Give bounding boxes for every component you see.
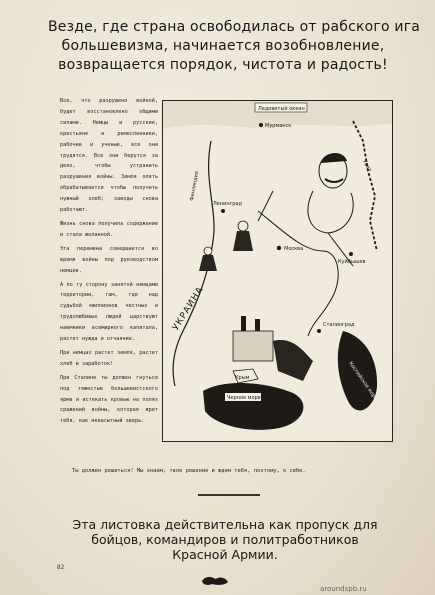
moscow-label: Москва [284,246,304,252]
headline-line-1: Везде, где страна освободилась от рабского ига [48,19,421,35]
ukraine-label: УКРАИНА [171,284,207,333]
headline-line-3: возвращается порядок, чистота и радость! [58,57,388,73]
body-paragraph: Все, что разрушено войной, будет восстановлено общими силами. Немцы и русские, крестьяне и ремесленники, рабочие и ученые, все они трудятся. Все они берутся за дело, чтобы устранить разрушения войны. Земля опять обрабатывается чтобы получить нужный хлеб; заводы снова работают. [60,98,158,214]
leningrad-dot [221,209,225,213]
body-paragraph: А по ту сторону занятой немцами территории, там, где над судьбой миллионов честных и трудолюбивых людей царствуют наемники всемирного капитала, растет нужда и отчаяние. [60,281,158,343]
kuibyshev-label: Куйбышев [338,259,366,265]
body-paragraph: При Сталине ты должен гнуться под тяжестью большевистского ярма и истекать кровью на полях сражений войны, которая жрет тебя, как ненасытный зверь. [60,374,158,425]
crimea-label: Крым [235,375,250,381]
black-sea-label: Черное море [227,395,261,401]
arctic-sea-label: Ледовитый океан [258,106,305,112]
caspian-label: Каспийское море [347,360,379,402]
divider-line [198,494,260,496]
page-number: 82 [57,564,65,571]
watermark: aroundspb.ru [320,585,367,593]
stalingrad-dot [317,329,321,333]
ural-ridge [353,121,377,251]
propaganda-map-illustration [162,100,393,442]
stalin-caricature [308,153,353,266]
pass-line-2: бойцов, командиров и политработников [91,532,359,547]
pass-statement [65,517,385,562]
body-text-column [60,96,158,430]
ink-stain [200,573,230,587]
pass-line-1: Эта листовка действительна как пропуск для [72,517,378,532]
body-paragraph: Жизнь снова получила содержание и стала желанной. [60,220,158,238]
finland-label: Финляндия [189,170,201,202]
body-paragraph: При немцах растет земля, растет хлеб и заработок! [60,349,158,367]
ural-label: Урал [361,159,373,173]
kuibyshev-dot [349,252,353,256]
stalingrad-label: Сталинград [323,322,355,328]
black-sea-shape [203,383,303,430]
closing-note: Ты должен решиться! Мы знаем, твое решение и ждем тебя, поэтому, к себе. [72,468,306,474]
murmansk-label: Мурманск [265,123,292,129]
leningrad-label: Ленинград [213,201,242,207]
moscow-dot [277,246,281,250]
headline-line-2: большевизма, начинается возобновление, [61,38,385,54]
murmansk-dot [259,123,263,127]
pass-line-3: Красной Армии. [172,547,278,562]
map-drawing [163,101,392,441]
headline [48,18,421,75]
body-paragraph: Эта перемена совершается во время войны под руководством немцев. [60,245,158,274]
